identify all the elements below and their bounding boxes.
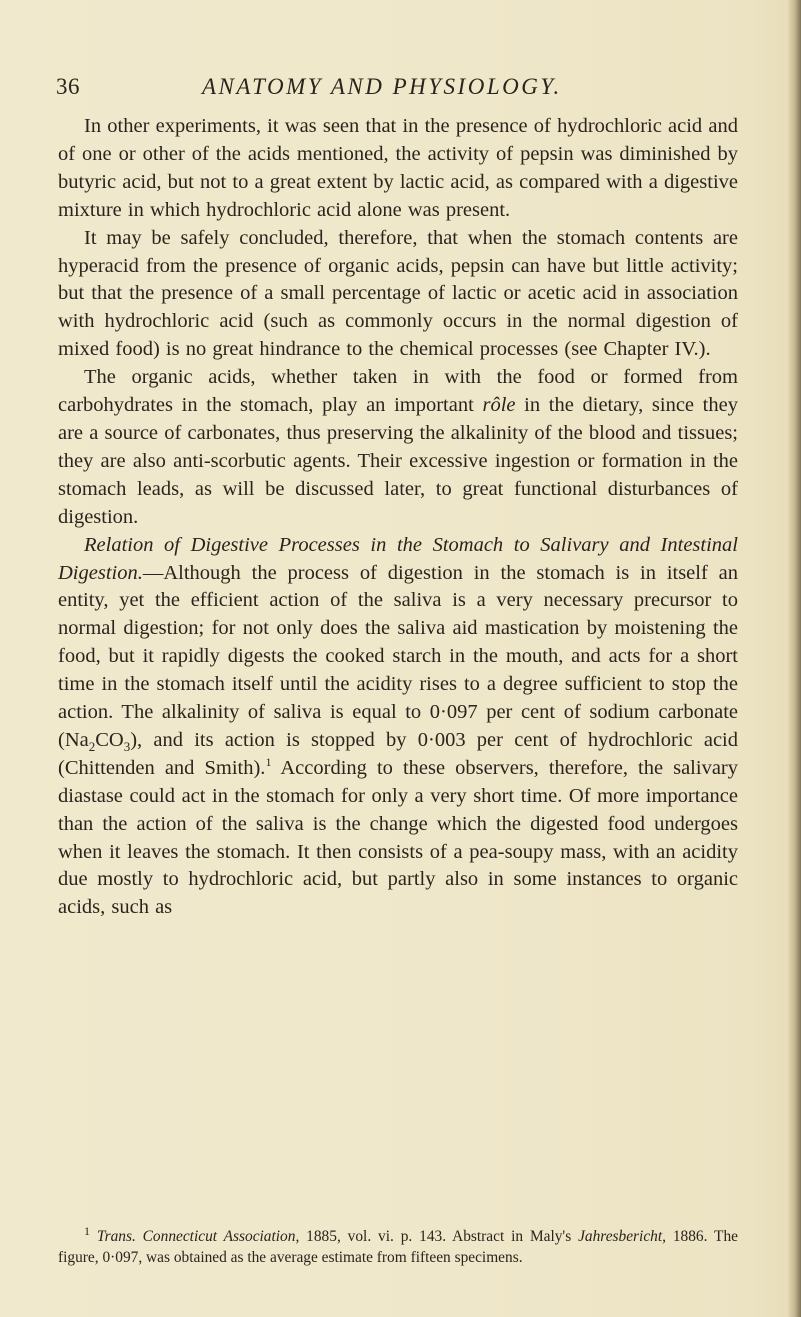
section-heading: Relation of Digestive Processes in the Stomach to Salivary and Intestinal Digestion.: [58, 533, 738, 584]
page-edge-shadow: [787, 0, 801, 1317]
body-text: [58, 113, 738, 922]
footnote-journal: Jahresbericht,: [578, 1228, 666, 1245]
paragraph-4-text-b: CO: [95, 728, 124, 751]
page-number: 36: [56, 74, 80, 99]
paragraph-2: It may be safely concluded, therefore, that when the stomach contents are hyperacid from the presence of organic acids, pepsin can have but little activity; but that the presence of a small percentage of lactic or acetic acid in association with hydrochloric acid (such as commonly occurs in the normal digestion of mixed food) is no great hindrance to the chemical processes (see Chapter IV.).: [58, 226, 738, 361]
paragraph-4-text-a: —Although the process of digestion in the stomach is in itself an entity, yet the efficient action of the saliva is a very necessary precursor to normal digestion; for not only does the saliva aid mastication by moistening the food, but it rapidly digests the cooked starch in the mouth, and acts for a short time in the stomach itself until the acidity rises to a degree sufficient to stop the action. The alkalinity of saliva is equal to 0·097 per cent of sodium carbonate (Na: [58, 561, 738, 751]
footnote-source: Trans. Connecticut Association,: [96, 1228, 300, 1245]
chem-subscript-3: 3: [123, 739, 131, 755]
footnote-1: [58, 1223, 738, 1268]
footnote-text-a: 1885, vol. vi. p. 143. Abstract in Maly's: [299, 1228, 579, 1245]
footnote-text-b: 1886. The figure, 0·097, was obtained as the average estimate from fifteen specimens.: [58, 1228, 738, 1266]
footnotes: [58, 1223, 738, 1268]
footnote-mark: 1: [84, 1223, 90, 1238]
paragraph-3-text-b: in the dietary, since they are a source of carbonates, thus preserving the alkalinity of the blood and tissues; they are also anti-scorbutic agents. Their excessive ingestion or formation in the stomach leads, as will be discussed later, to great functional disturbances of digestion.: [58, 394, 738, 528]
role-italic: rôle: [482, 394, 516, 417]
page-header: [56, 74, 756, 104]
paragraph-4-text-c: ), and its action is stopped by 0·003 per cent of hydrochloric acid (Chittenden and Smith).: [58, 728, 738, 779]
chem-subscript-2: 2: [88, 739, 96, 755]
paragraph-4-text-d: According to these observers, therefore, the salivary diastase could act in the stomach for only a very short time. Of more importance than the action of the saliva is the change which the digested food undergoes when it leaves the stomach. It then consists of a pea-soupy mass, with an acidity due mostly to hydrochloric acid, but partly also in some instances to organic acids, such as: [58, 756, 738, 919]
paragraph-3: [58, 364, 738, 531]
paragraph-1: In other experiments, it was seen that in the presence of hydrochloric acid and of one or other of the acids mentioned, the activity of pepsin was diminished by butyric acid, but not to a great extent by lactic acid, as compared with a digestive mixture in which hydrochloric acid alone was present.: [58, 115, 738, 221]
running-head: ANATOMY AND PHYSIOLOGY.: [202, 74, 562, 99]
paragraph-3-text-a: The organic acids, whether taken in with the food or formed from carbohydrates in the stomach, play an important: [58, 366, 738, 417]
footnote-reference[interactable]: 1: [265, 755, 272, 770]
paragraph-4: [58, 532, 738, 923]
